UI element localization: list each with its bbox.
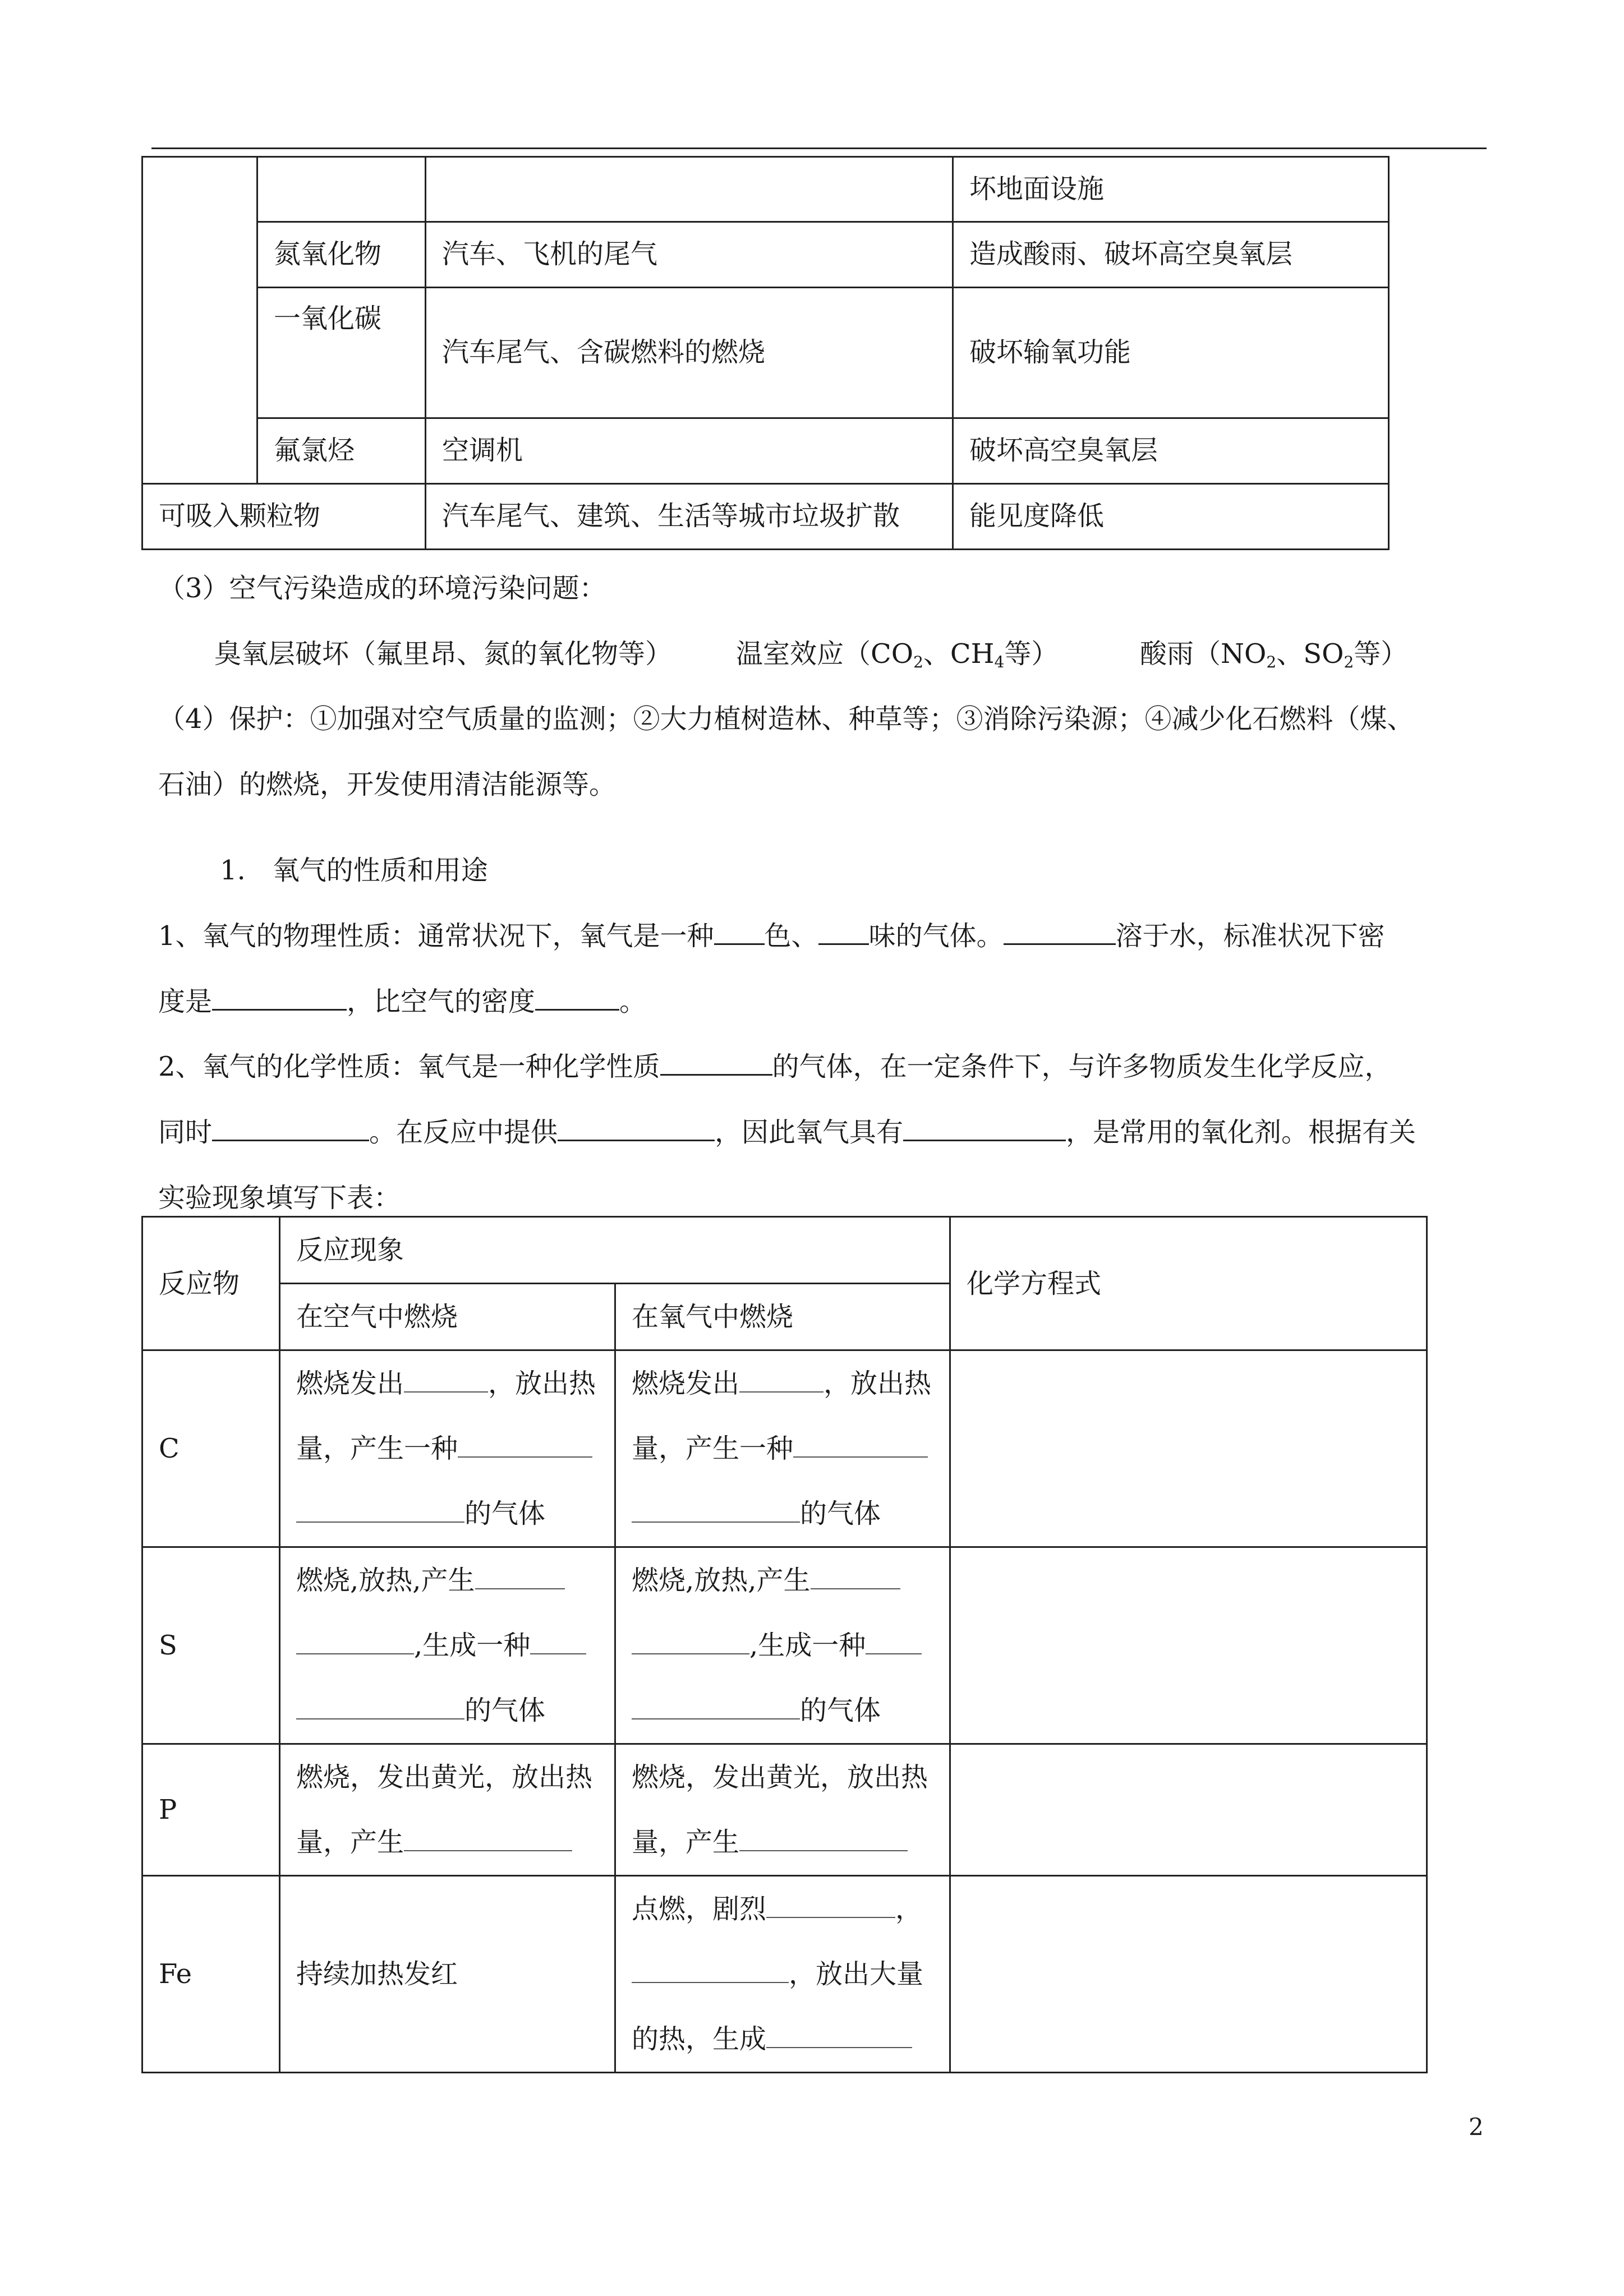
table-cell: 破坏高空臭氧层 xyxy=(953,418,1389,484)
section-4-line-1: （4）保护：①加强对空气质量的监测；②大力植树造林、种草等；③消除污染源；④减少化石燃料（煤、 xyxy=(158,703,1414,735)
header-reactant: 反应物 xyxy=(142,1217,280,1350)
pollution-ozone: 臭氧层破坏（氟里昂、氮的氧化物等） xyxy=(214,638,673,670)
table-cell: 可吸入颗粒物 xyxy=(142,484,426,550)
table-cell xyxy=(142,157,257,484)
table-row xyxy=(142,484,1389,550)
phosphorus-oxygen-cell: 燃烧，发出黄光，放出热 量，产生 xyxy=(615,1744,950,1876)
question-2-line-1: 2、氧气的化学性质：氧气是一种化学性质 的气体，在一定条件下，与许多物质发生化学反应， xyxy=(158,1045,1392,1084)
table-cell: 汽车尾气、含碳燃料的燃烧 xyxy=(426,288,953,418)
reactant-label: P xyxy=(142,1744,280,1876)
question-2-line-3: 实验现象填写下表： xyxy=(158,1182,401,1214)
reactant-label: S xyxy=(142,1547,280,1744)
table-row xyxy=(142,1217,1427,1284)
table-cell: 能见度降低 xyxy=(953,484,1389,550)
table-cell xyxy=(426,157,953,222)
table-cell: 空调机 xyxy=(426,418,953,484)
carbon-air-cell: 燃烧发出 ，放出热 量，产生一种 的气体 xyxy=(280,1350,615,1547)
phosphorus-equation-cell[interactable] xyxy=(950,1744,1427,1876)
pollution-acid-rain: 酸雨（$NO_2$、$SO_2$等） xyxy=(1140,638,1408,671)
sulfur-oxygen-cell: 燃烧,放热,产生 ,生成一种 的气体 xyxy=(615,1547,950,1744)
reactant-label: C xyxy=(142,1350,280,1547)
section-4-line-2: 石油）的燃烧，开发使用清洁能源等。 xyxy=(158,769,617,800)
pollution-greenhouse: 温室效应（$CO_2$、$CH_4$等） xyxy=(736,638,1059,671)
table-row xyxy=(142,222,1389,288)
table-cell: 破坏输氧功能 xyxy=(953,288,1389,418)
table-row-phosphorus xyxy=(142,1744,1427,1876)
page-number: 2 xyxy=(1469,2113,1484,2141)
table-row-carbon xyxy=(142,1350,1427,1547)
table-cell: 氮氧化物 xyxy=(257,222,426,288)
iron-oxygen-cell: 点燃，剧烈 ， ，放出大量 的热，生成 xyxy=(615,1876,950,2073)
carbon-equation-cell[interactable] xyxy=(950,1350,1427,1547)
header-rule xyxy=(151,147,1487,149)
sulfur-air-cell: 燃烧,放热,产生 ,生成一种 的气体 xyxy=(280,1547,615,1744)
table-cell: 一氧化碳 xyxy=(257,288,426,418)
table-row-sulfur xyxy=(142,1547,1427,1744)
table-cell xyxy=(257,157,426,222)
section-3-title: （3）空气污染造成的环境污染问题： xyxy=(158,573,606,604)
table-row-iron xyxy=(142,1876,1427,2073)
table-cell: 汽车、飞机的尾气 xyxy=(426,222,953,288)
phosphorus-air-cell: 燃烧，发出黄光，放出热 量，产生 xyxy=(280,1744,615,1876)
carbon-oxygen-cell: 燃烧发出 ，放出热 量，产生一种 的气体 xyxy=(615,1350,950,1547)
oxygen-section-heading: 1. 氧气的性质和用途 xyxy=(220,855,488,886)
reactant-label: Fe xyxy=(142,1876,280,2073)
pollutant-table xyxy=(141,156,1390,550)
header-in-oxygen: 在氧气中燃烧 xyxy=(615,1284,950,1350)
table-row xyxy=(142,288,1389,418)
oxygen-reaction-table xyxy=(141,1216,1428,2073)
header-equation: 化学方程式 xyxy=(950,1217,1427,1350)
question-1-line-1: 1、氧气的物理性质：通常状况下，氧气是一种 色、 味的气体。 溶于水，标准状况下密 xyxy=(158,914,1385,953)
header-phenomenon: 反应现象 xyxy=(280,1217,950,1284)
table-cell: 造成酸雨、破坏高空臭氧层 xyxy=(953,222,1389,288)
iron-equation-cell[interactable] xyxy=(950,1876,1427,2073)
table-cell: 坏地面设施 xyxy=(953,157,1389,222)
table-cell: 氟氯烃 xyxy=(257,418,426,484)
question-1-line-2: 度是 ，比空气的密度 。 xyxy=(158,980,646,1018)
header-in-air: 在空气中燃烧 xyxy=(280,1284,615,1350)
sulfur-equation-cell[interactable] xyxy=(950,1547,1427,1744)
question-2-line-2: 同时 。在反应中提供 ，因此氧气具有 ，是常用的氧化剂。根据有关 xyxy=(158,1110,1416,1149)
iron-air-cell: 持续加热发红 xyxy=(280,1876,615,2073)
table-cell: 汽车尾气、建筑、生活等城市垃圾扩散 xyxy=(426,484,953,550)
table-row xyxy=(142,157,1389,222)
table-row xyxy=(142,418,1389,484)
